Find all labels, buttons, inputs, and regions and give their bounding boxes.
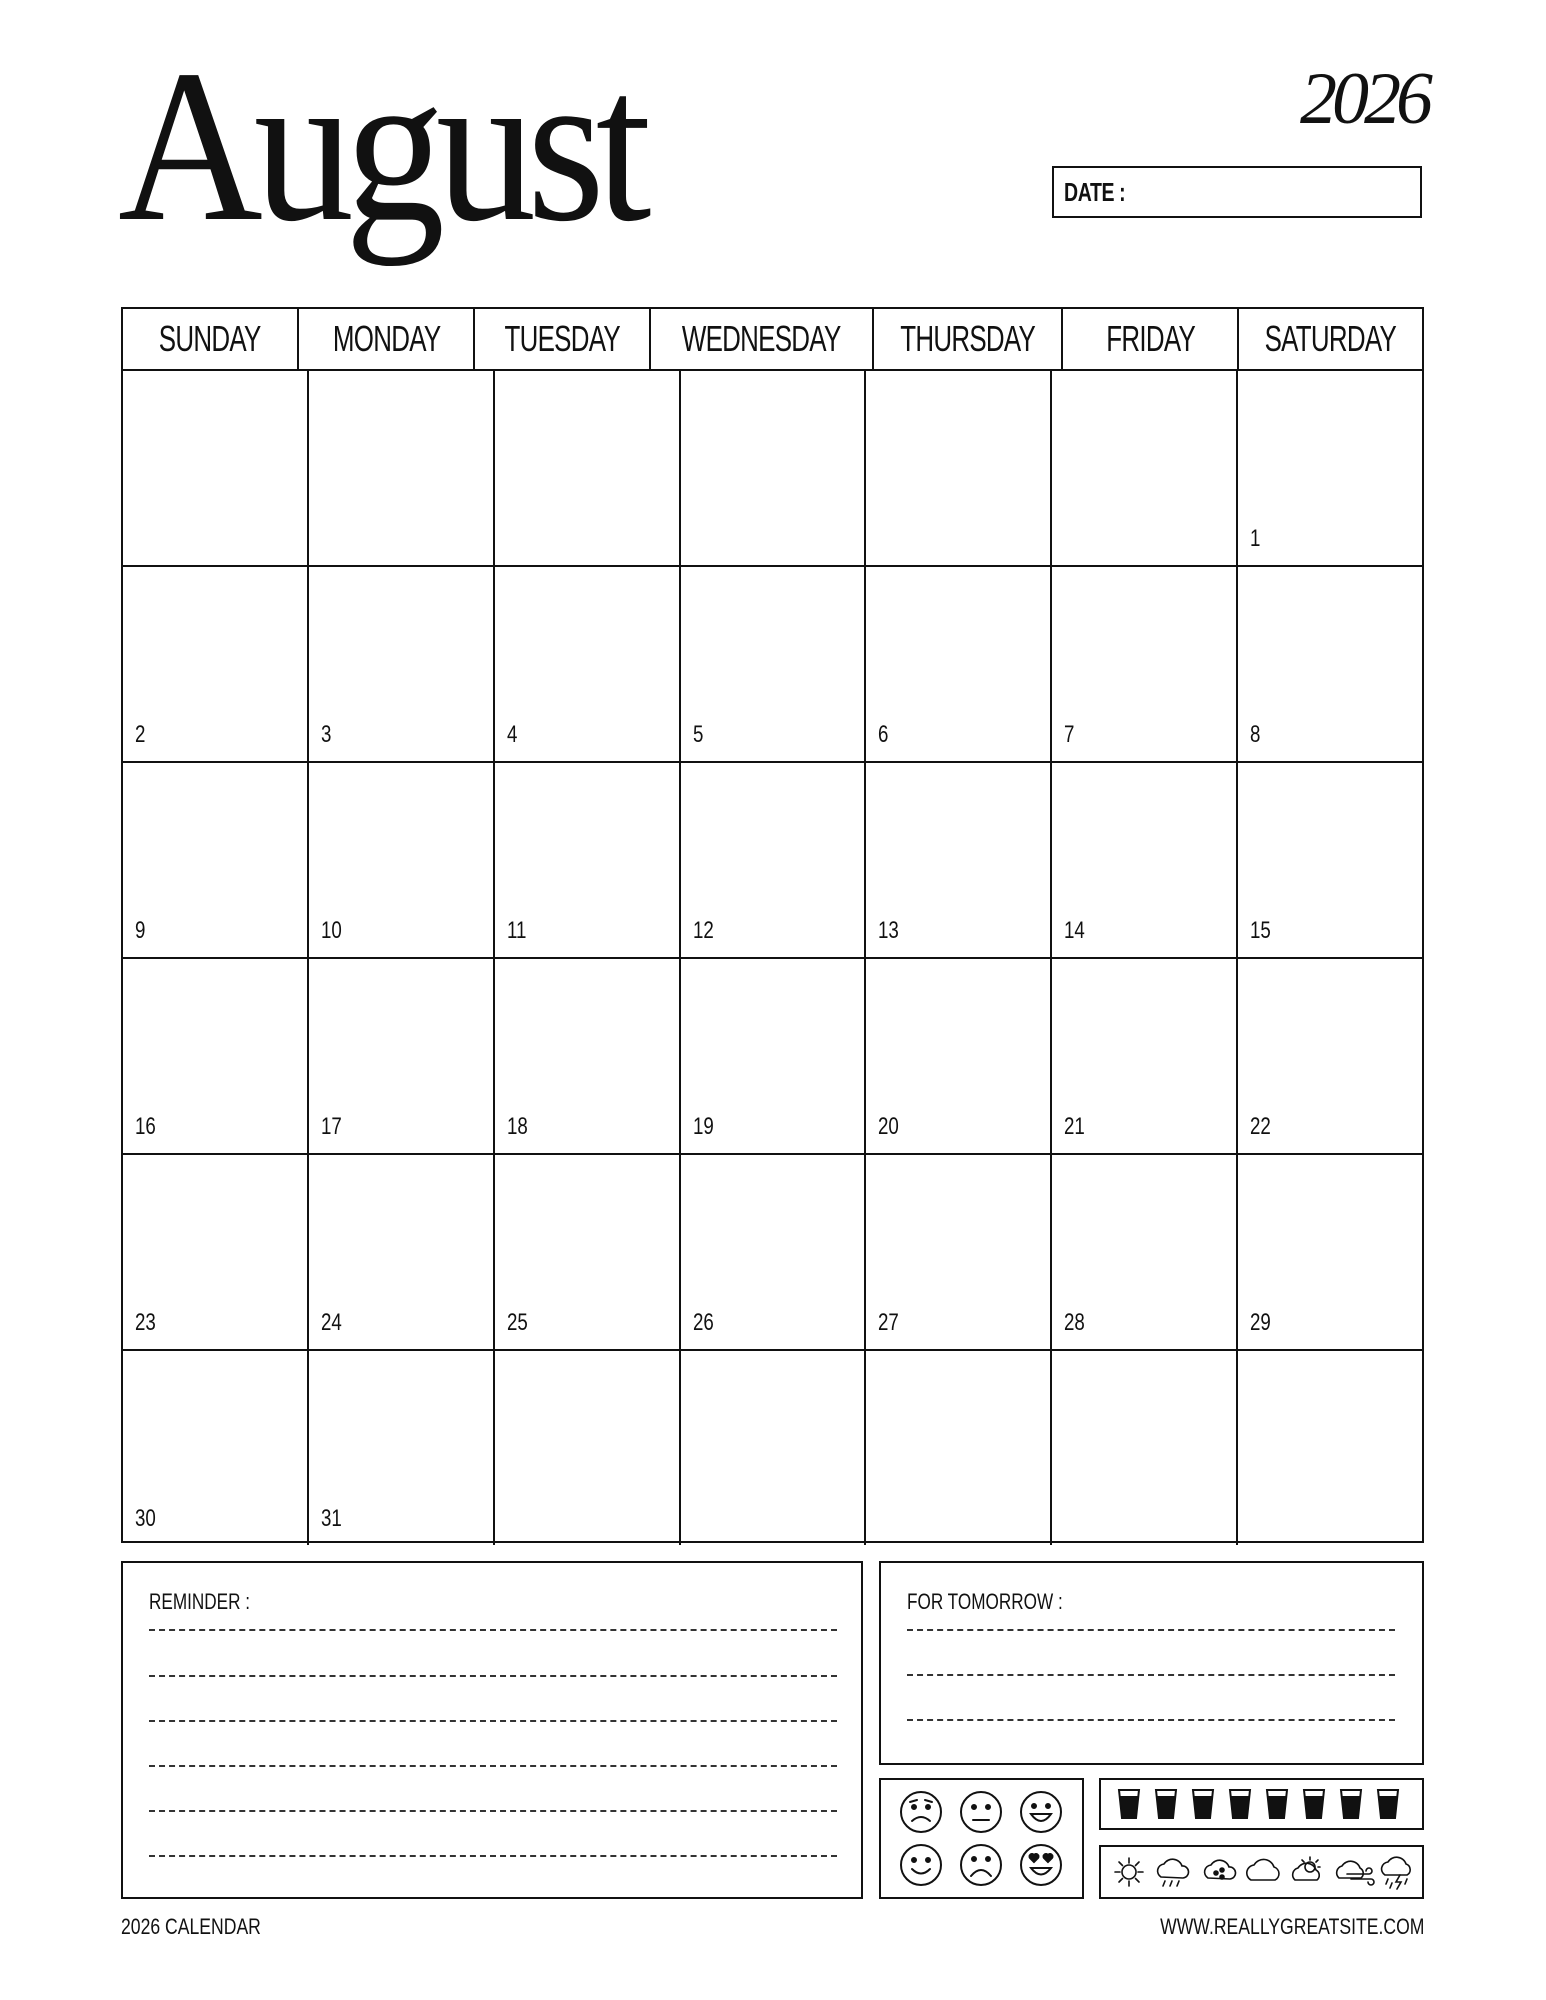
rain-cloud-icon[interactable] <box>1158 1859 1189 1886</box>
day-number: 4 <box>506 721 518 748</box>
day-cell[interactable] <box>495 371 681 565</box>
frown-face-icon[interactable] <box>961 1845 1001 1885</box>
hail-cloud-icon[interactable] <box>1205 1860 1236 1879</box>
day-number: 13 <box>878 917 900 944</box>
weekday-header: MONDAY <box>299 309 475 369</box>
day-cell[interactable] <box>1052 959 1238 1153</box>
day-cell[interactable] <box>309 763 495 957</box>
day-number: 11 <box>506 917 527 944</box>
day-cell[interactable] <box>866 763 1052 957</box>
day-number: 31 <box>320 1505 342 1532</box>
water-glass-icon[interactable] <box>1193 1790 1213 1818</box>
day-cell[interactable] <box>681 1155 867 1349</box>
reminder-title: REMINDER : <box>149 1589 251 1614</box>
day-number: 30 <box>135 1505 156 1532</box>
water-glass-icon[interactable] <box>1378 1790 1398 1818</box>
reminder-panel[interactable] <box>121 1561 863 1899</box>
day-number: 23 <box>135 1309 156 1336</box>
day-cell[interactable] <box>123 959 309 1153</box>
footer-website-link[interactable]: WWW.REALLYGREATSITE.COM <box>1159 1914 1424 1939</box>
day-cell[interactable] <box>123 371 309 565</box>
day-cell[interactable] <box>309 1155 495 1349</box>
day-cell[interactable] <box>309 567 495 761</box>
water-glass-icon[interactable] <box>1119 1790 1139 1818</box>
day-number: 7 <box>1064 721 1075 748</box>
day-cell[interactable] <box>1052 1155 1238 1349</box>
day-cell[interactable] <box>1238 1155 1422 1349</box>
day-cell[interactable] <box>1238 567 1422 761</box>
windy-cloud-icon[interactable] <box>1337 1861 1374 1885</box>
day-cell[interactable] <box>1238 371 1422 565</box>
footer-calendar-label: 2026 CALENDAR <box>121 1914 261 1939</box>
week-row <box>123 567 1422 763</box>
day-cell[interactable] <box>1052 567 1238 761</box>
heart-eyes-face-icon[interactable] <box>1021 1845 1061 1885</box>
day-number: 6 <box>878 721 889 748</box>
day-cell[interactable] <box>495 763 681 957</box>
sun-icon[interactable] <box>1115 1858 1143 1886</box>
mood-tracker <box>879 1778 1084 1899</box>
day-cell[interactable] <box>123 763 309 957</box>
day-cell[interactable] <box>495 1155 681 1349</box>
day-cell[interactable] <box>681 567 867 761</box>
mood-icons <box>881 1780 1082 1897</box>
day-cell[interactable] <box>309 1351 495 1545</box>
reminder-line <box>149 1765 837 1767</box>
day-cell[interactable] <box>681 763 867 957</box>
day-number: 25 <box>506 1309 528 1336</box>
for-tomorrow-title: FOR TOMORROW : <box>907 1589 1063 1614</box>
for-tomorrow-line <box>907 1629 1395 1631</box>
day-cell[interactable] <box>495 1351 681 1545</box>
day-cell[interactable] <box>1238 763 1422 957</box>
water-glasses <box>1101 1780 1422 1828</box>
date-field[interactable] <box>1052 166 1422 218</box>
weather-icons <box>1101 1847 1422 1897</box>
weekday-header: SUNDAY <box>123 309 299 369</box>
water-tracker <box>1099 1778 1424 1830</box>
weekday-header: TUESDAY <box>475 309 651 369</box>
day-number: 17 <box>320 1113 342 1140</box>
for-tomorrow-line <box>907 1719 1395 1721</box>
day-cell[interactable] <box>1238 1351 1422 1545</box>
year-title: 2026 <box>1300 58 1428 140</box>
grin-face-icon[interactable] <box>1021 1792 1061 1832</box>
day-cell[interactable] <box>866 959 1052 1153</box>
day-number: 26 <box>692 1309 714 1336</box>
day-number: 22 <box>1250 1113 1271 1140</box>
calendar-grid <box>121 307 1424 1543</box>
reminder-line <box>149 1720 837 1722</box>
day-number: 8 <box>1250 721 1261 748</box>
day-cell[interactable] <box>866 567 1052 761</box>
day-number: 14 <box>1064 917 1086 944</box>
day-number: 3 <box>320 721 332 748</box>
day-cell[interactable] <box>309 371 495 565</box>
water-glass-icon[interactable] <box>1267 1790 1287 1818</box>
day-number: 1 <box>1250 525 1261 552</box>
week-row <box>123 371 1422 567</box>
day-cell[interactable] <box>1052 1351 1238 1545</box>
weekday-header-row <box>123 309 1422 371</box>
day-cell[interactable] <box>495 567 681 761</box>
day-number: 27 <box>878 1309 900 1336</box>
date-label: DATE : <box>1064 176 1126 207</box>
day-number: 10 <box>320 917 342 944</box>
thunderstorm-icon[interactable] <box>1382 1857 1411 1889</box>
day-number: 21 <box>1064 1113 1086 1140</box>
week-row <box>123 763 1422 959</box>
day-number: 12 <box>692 917 714 944</box>
day-number: 20 <box>878 1113 900 1140</box>
weekday-header: THURSDAY <box>874 309 1063 369</box>
for-tomorrow-line <box>907 1674 1395 1676</box>
day-number: 19 <box>692 1113 714 1140</box>
partly-cloudy-icon[interactable] <box>1293 1857 1320 1880</box>
reminder-line <box>149 1629 837 1631</box>
weekday-header: FRIDAY <box>1063 309 1239 369</box>
day-cell[interactable] <box>866 371 1052 565</box>
water-glass-icon[interactable] <box>1230 1790 1250 1818</box>
day-number: 2 <box>135 721 146 748</box>
smile-face-icon[interactable] <box>901 1845 941 1885</box>
week-row <box>123 1155 1422 1351</box>
day-number: 15 <box>1250 917 1271 944</box>
day-cell[interactable] <box>1052 371 1238 565</box>
day-number: 18 <box>506 1113 528 1140</box>
day-number: 24 <box>320 1309 342 1336</box>
day-cell[interactable] <box>681 959 867 1153</box>
day-cell[interactable] <box>681 1351 867 1545</box>
month-title: August <box>118 26 643 267</box>
water-glass-icon[interactable] <box>1304 1790 1324 1818</box>
reminder-line <box>149 1675 837 1677</box>
weather-tracker <box>1099 1845 1424 1899</box>
day-cell[interactable] <box>309 959 495 1153</box>
reminder-line <box>149 1810 837 1812</box>
day-number: 28 <box>1064 1309 1086 1336</box>
day-cell[interactable] <box>866 1155 1052 1349</box>
day-cell[interactable] <box>866 1351 1052 1545</box>
day-cell[interactable] <box>495 959 681 1153</box>
cloud-icon[interactable] <box>1247 1859 1279 1880</box>
water-glass-icon[interactable] <box>1156 1790 1176 1818</box>
reminder-line <box>149 1855 837 1857</box>
weekday-header: SATURDAY <box>1264 318 1397 359</box>
day-cell[interactable] <box>123 567 309 761</box>
for-tomorrow-panel[interactable] <box>879 1561 1424 1765</box>
day-cell[interactable] <box>123 1155 309 1349</box>
day-cell[interactable] <box>1052 763 1238 957</box>
day-number: 29 <box>1250 1309 1271 1336</box>
water-glass-icon[interactable] <box>1341 1790 1361 1818</box>
sad-face-icon[interactable] <box>901 1792 941 1832</box>
day-number: 16 <box>135 1113 156 1140</box>
week-row <box>123 1351 1422 1545</box>
day-cell[interactable] <box>1238 959 1422 1153</box>
day-number: 9 <box>135 917 146 944</box>
day-cell[interactable] <box>123 1351 309 1545</box>
day-cell[interactable] <box>681 371 867 565</box>
day-number: 5 <box>692 721 703 748</box>
week-row <box>123 959 1422 1155</box>
neutral-face-icon[interactable] <box>961 1792 1001 1832</box>
weekday-header: WEDNESDAY <box>651 309 873 369</box>
